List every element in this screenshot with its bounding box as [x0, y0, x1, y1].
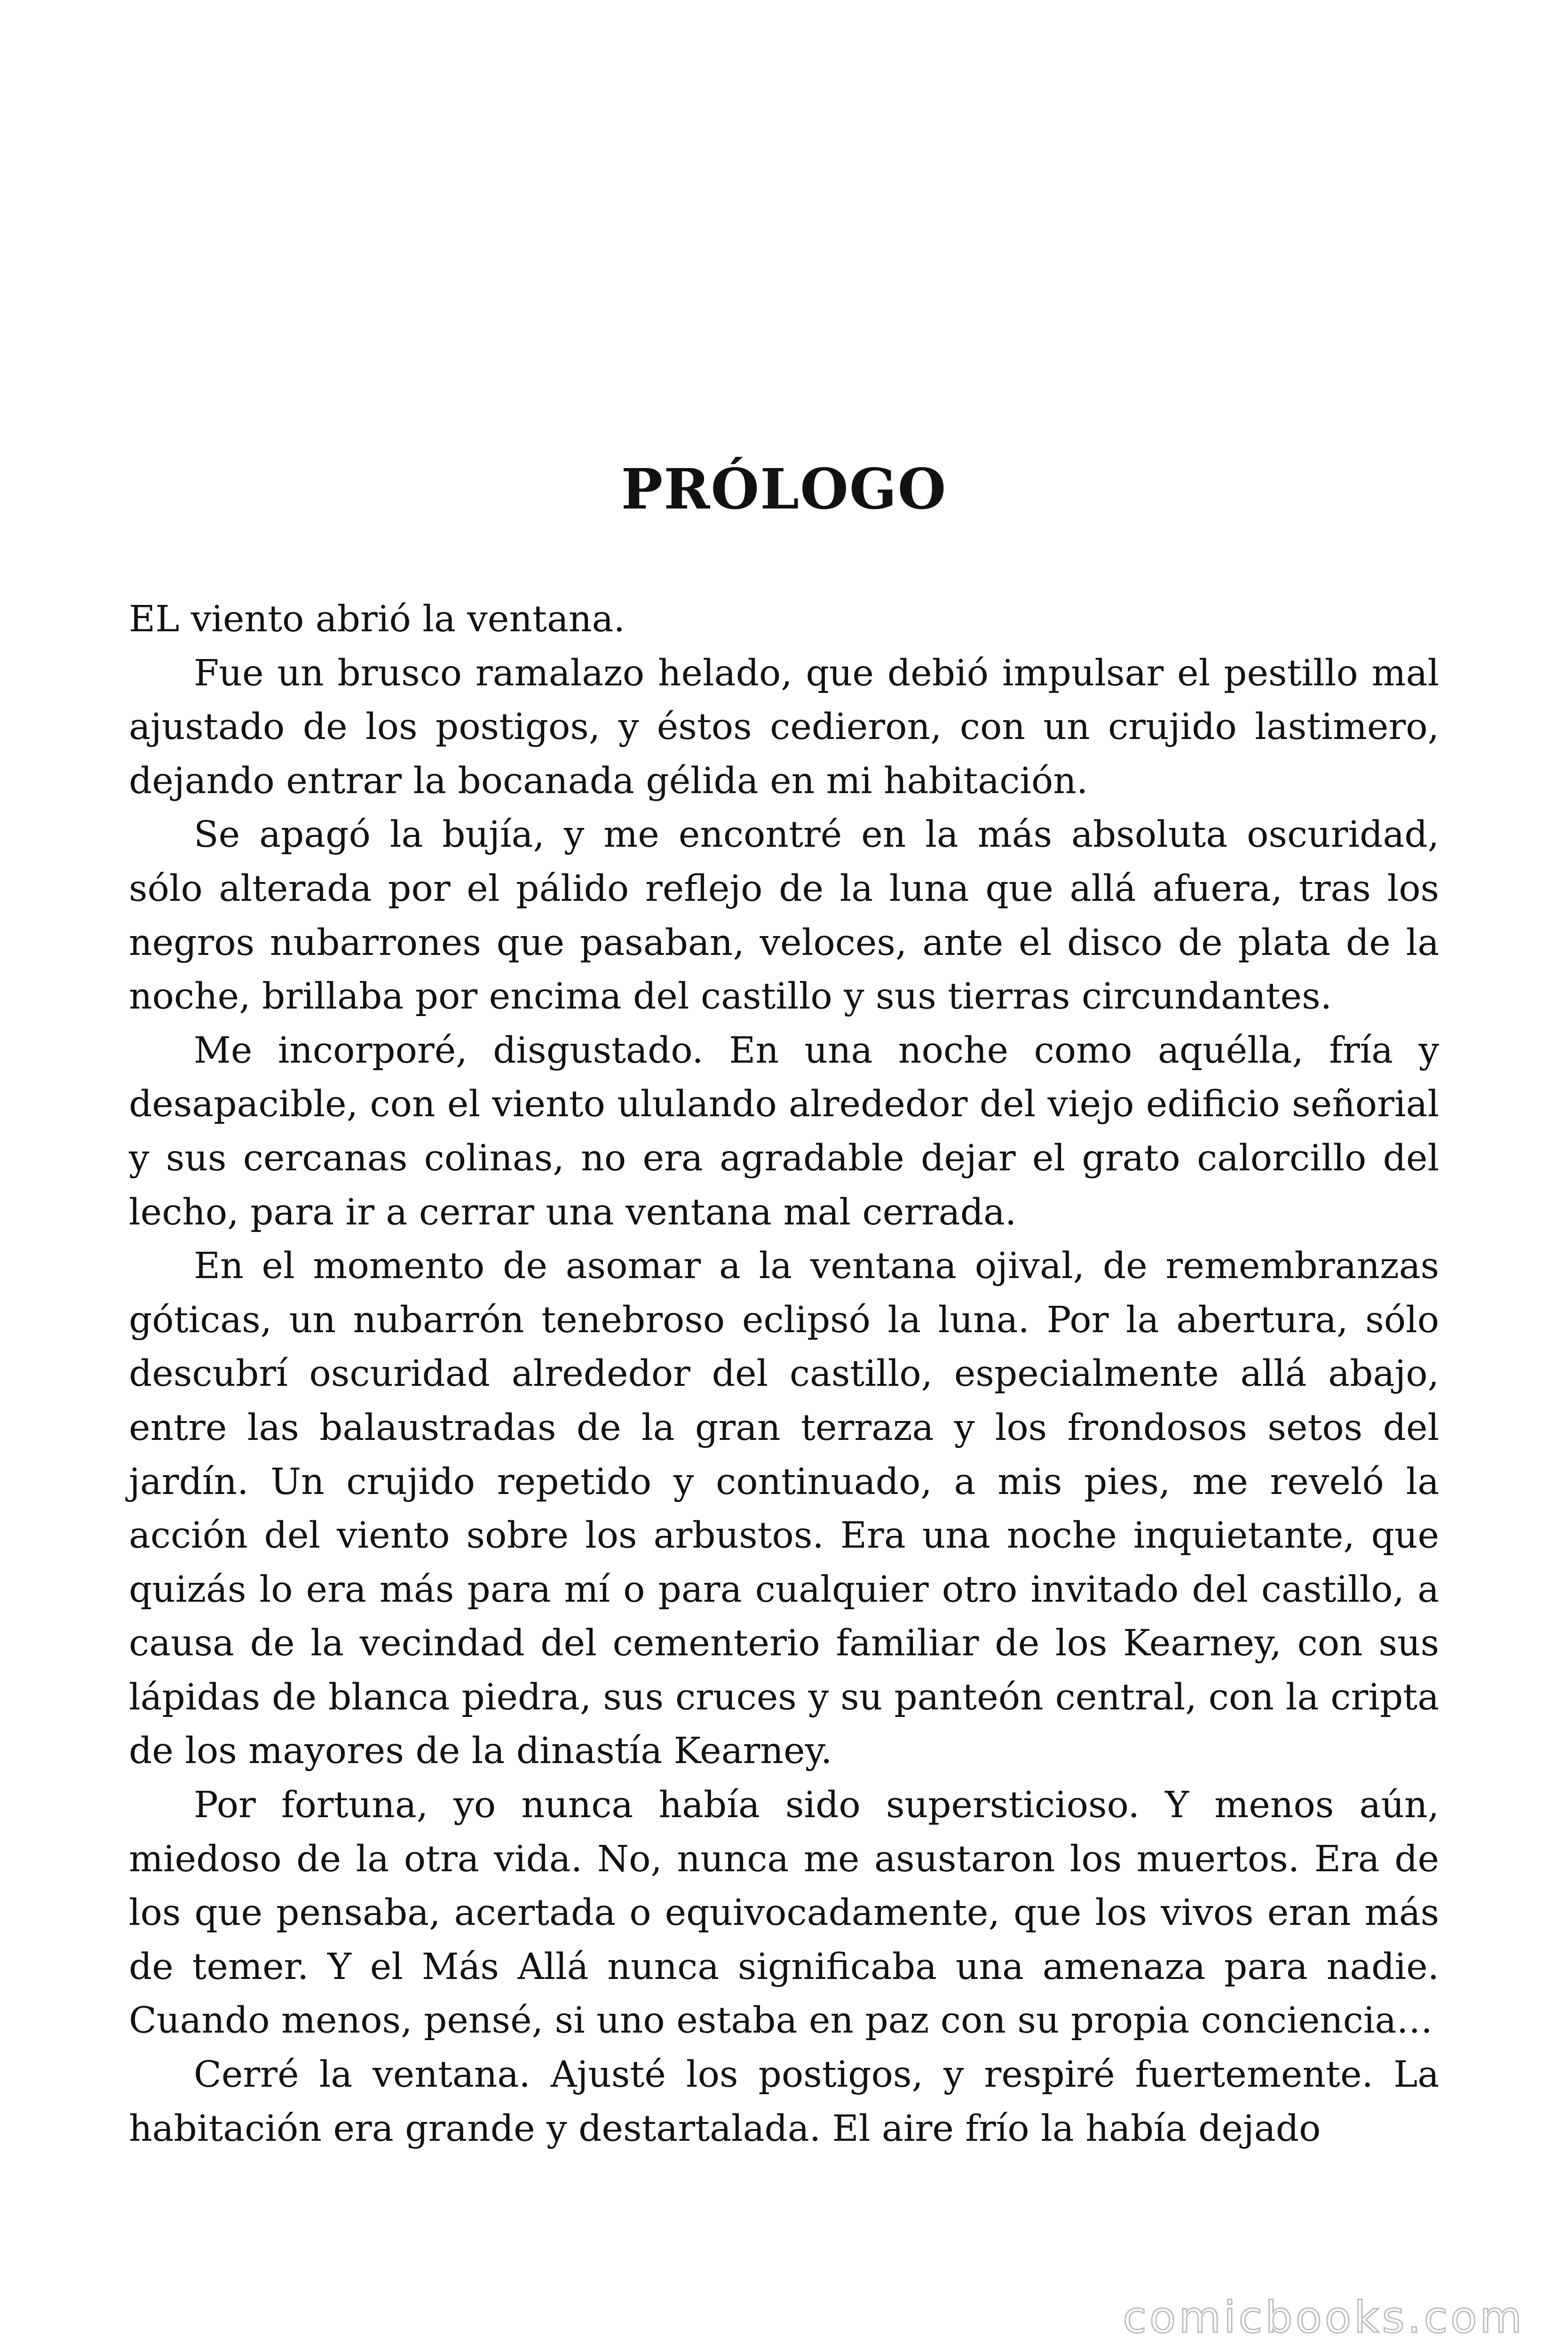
paragraph: EL viento abrió la ventana. [129, 598, 625, 640]
paragraph: Se apagó la bujía, y me encontré en la más absoluta oscuridad, sólo alterada por el pálido reflejo de la luna que allá afuera, tras los negros nubarrones que pasaban, veloces, ante el disco de plata de la noche, brillaba por encima del castillo y sus tierras circundantes. [129, 814, 1439, 1018]
paragraph: Por fortuna, yo nunca había sido supersticioso. Y menos aún, miedoso de la otra vida. No, nunca me asustaron los muertos. Era de los que pensaba, acertada o equivocadamente, que los vivos eran más de temer. Y el Más Allá nunca significaba una amenaza para nadie. Cuando menos, pensé, si uno estaba en paz con su propia conciencia… [129, 1784, 1439, 2042]
paragraph: En el momento de asomar a la ventana ojival, de remembranzas góticas, un nubarrón tenebroso eclipsó la luna. Por la abertura, sólo descubrí oscuridad alrededor del castillo, especialmente allá abajo, entre las balaustradas de la gran terraza y los frondosos setos del jardín. Un crujido repetido y continuado, a mis pies, me reveló la acción del viento sobre los arbustos. Era una noche inquietante, que quizás lo era más para mí o para cualquier otro invitado del castillo, a causa de la vecindad del cementerio familiar de los Kearney, con sus lápidas de blanca piedra, sus cruces y su panteón central, con la cripta de los mayores de la dinastía Kearney. [129, 1245, 1439, 1772]
paragraph: Cerré la ventana. Ajusté los postigos, y respiré fuertemente. La habitación era grande y destartalada. El aire frío la había dejado [129, 2054, 1439, 2150]
chapter-title: PRÓLOGO [621, 456, 947, 522]
watermark: comicbooks.com [1123, 2292, 1525, 2343]
paragraph: Me incorporé, disgustado. En una noche como aquélla, fría y desapacible, con el viento ululando alrededor del viejo edificio señorial y sus cercanas colinas, no era agradable dejar el grato calorcillo del lecho, para ir a cerrar una ventana mal cerrada. [129, 1029, 1439, 1233]
chapter-body [129, 593, 1439, 2156]
paragraph: Fue un brusco ramalazo helado, que debió impulsar el pestillo mal ajustado de los postigos, y éstos cedieron, con un crujido lastimero, dejando entrar la bocanada gélida en mi habitación. [129, 652, 1439, 802]
book-page [129, 0, 1439, 2352]
